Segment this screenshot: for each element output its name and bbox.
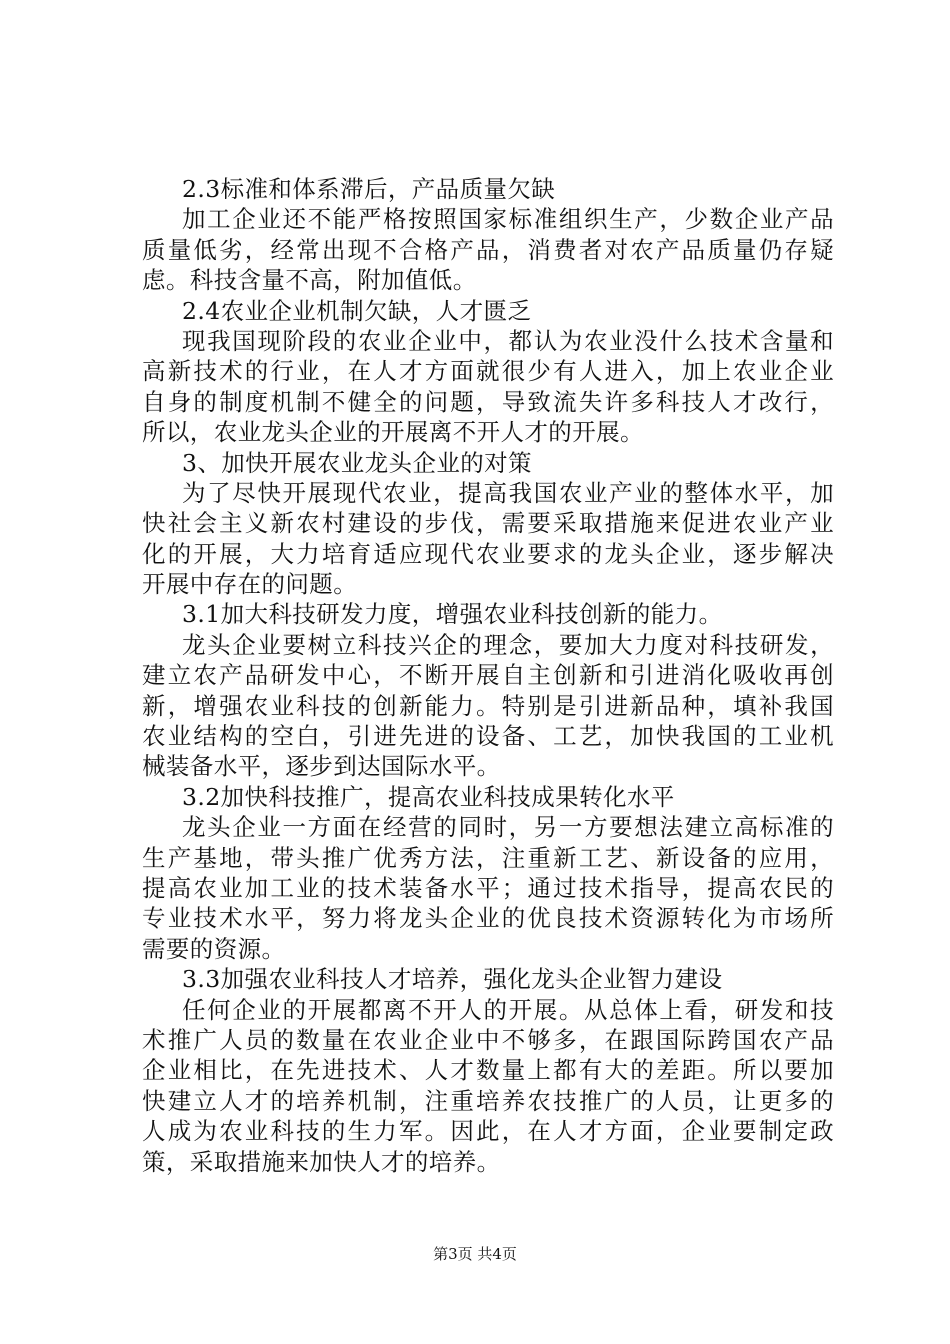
section-heading-3: 3、加快开展农业龙头企业的对策 <box>182 448 532 477</box>
paragraph-line: 械装备水平，逐步到达国际水平。 <box>142 752 501 781</box>
document-body <box>142 174 834 1177</box>
section-heading-2-4: 2.4农业企业机制欠缺，人才匮乏 <box>182 296 532 325</box>
paragraph-line: 农业结构的空白，引进先进的设备、工艺，加快我国的工业机 <box>142 722 834 751</box>
paragraph-line: 企业相比，在先进技术、人才数量上都有大的差距。所以要加 <box>142 1056 834 1085</box>
paragraph-line: 需要的资源。 <box>142 934 286 963</box>
section-heading-2-3: 2.3标准和体系滞后，产品质量欠缺 <box>182 175 556 203</box>
paragraph-line: 虑。科技含量不高，附加值低。 <box>142 266 477 295</box>
paragraph-line: 化的开展，大力培育适应现代农业要求的龙头企业，逐步解决 <box>142 539 834 568</box>
paragraph-line: 龙头企业一方面在经营的同时，另一方要想法建立高标准的 <box>182 813 834 842</box>
paragraph-line: 人成为农业科技的生力军。因此，在人才方面，企业要制定政 <box>142 1117 834 1146</box>
paragraph-line: 策，采取措施来加快人才的培养。 <box>142 1147 501 1176</box>
paragraph-line: 所以，农业龙头企业的开展离不开人才的开展。 <box>142 418 644 447</box>
paragraph-line: 为了尽快开展现代农业，提高我国农业产业的整体水平，加 <box>182 478 834 507</box>
paragraph-line: 开展中存在的问题。 <box>142 570 358 599</box>
paragraph-line: 龙头企业要树立科技兴企的理念，要加大力度对科技研发， <box>182 630 834 659</box>
page-number-footer: 第3页 共4页 <box>433 1245 517 1263</box>
paragraph-line: 自身的制度机制不健全的问题，导致流失许多科技人才改行， <box>142 387 834 416</box>
paragraph-line: 加工企业还不能严格按照国家标准组织生产，少数企业产品 <box>182 205 834 234</box>
paragraph-line: 建立农产品研发中心，不断开展自主创新和引进消化吸收再创 <box>142 661 834 690</box>
paragraph-line: 提高农业加工业的技术装备水平；通过技术指导，提高农民的 <box>142 873 834 902</box>
paragraph-line: 术推广人员的数量在农业企业中不够多，在跟国际跨国农产品 <box>142 1025 834 1054</box>
section-heading-3-3: 3.3加强农业科技人才培养，强化龙头企业智力建设 <box>182 965 723 994</box>
paragraph-line: 高新技术的行业，在人才方面就很少有人进入，加上农业企业 <box>142 357 834 386</box>
paragraph-line: 专业技术水平，努力将龙头企业的优良技术资源转化为市场所 <box>142 904 834 933</box>
paragraph-line: 新，增强农业科技的创新能力。特别是引进新品种，填补我国 <box>142 691 834 720</box>
section-heading-3-1: 3.1加大科技研发力度，增强农业科技创新的能力。 <box>182 600 723 629</box>
paragraph-line: 现我国现阶段的农业企业中，都认为农业没什么技术含量和 <box>182 326 834 355</box>
paragraph-line: 快社会主义新农村建设的步伐，需要采取措施来促进农业产业 <box>142 509 834 538</box>
section-heading-3-2: 3.2加快科技推广，提高农业科技成果转化水平 <box>182 782 675 811</box>
paragraph-line: 任何企业的开展都离不开人的开展。从总体上看，研发和技 <box>182 995 834 1024</box>
paragraph-line: 快建立人才的培养机制，注重培养农技推广的人员，让更多的 <box>142 1086 834 1115</box>
paragraph-line: 质量低劣，经常出现不合格产品，消费者对农产品质量仍存疑 <box>142 235 834 264</box>
paragraph-line: 生产基地，带头推广优秀方法，注重新工艺、新设备的应用， <box>142 843 834 872</box>
